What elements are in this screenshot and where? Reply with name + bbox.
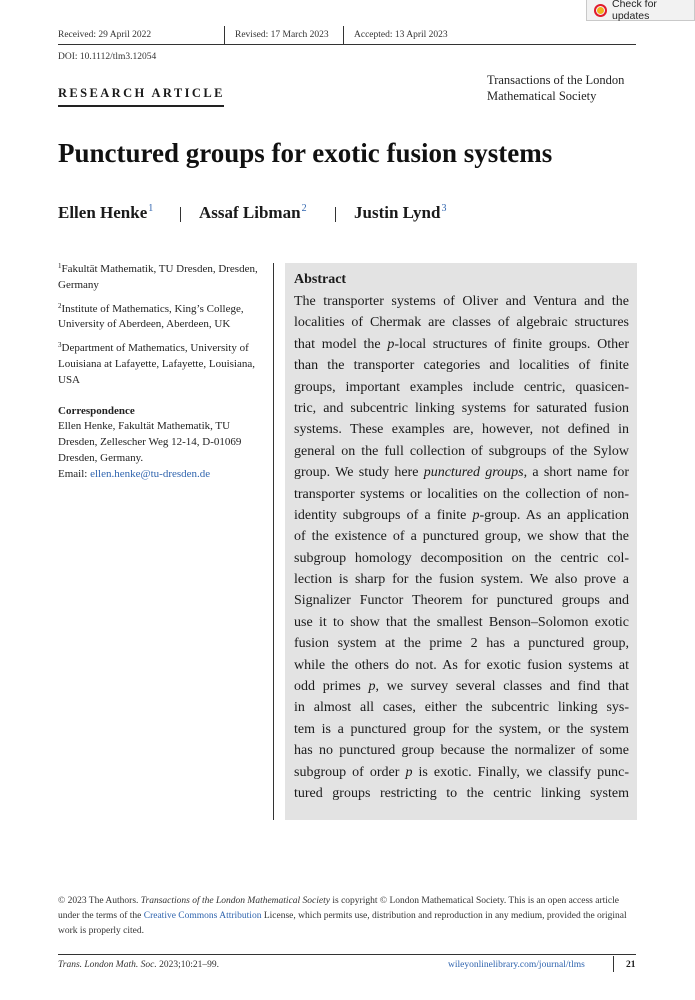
affiliation-text: Fakultät Mathematik, TU Dresden, Dresden, Germany — [58, 263, 258, 291]
abstract-box — [285, 263, 637, 820]
abstract-line: than the transporter categories and localities of finite — [294, 358, 629, 374]
footer-rule — [58, 954, 636, 955]
abstract-line: use it to show that the smallest Benson–Solomon exotic — [294, 614, 629, 630]
abstract-line: odd primes p, we survey several classes and find that — [294, 679, 629, 695]
header-rule — [58, 44, 636, 45]
affiliation-text: Department of Mathematics, University of Louisiana at Lafayette, Lafayette, Louisiana, USA — [58, 342, 255, 386]
check-for-updates-button[interactable] — [586, 0, 695, 21]
author-name: Justin Lynd — [354, 203, 441, 222]
abstract-line: tem is a punctured group for the system, or the system — [294, 721, 629, 737]
footer-journal-abbrev: Trans. London Math. Soc. — [58, 960, 157, 970]
abstract-line: subgroup of order p is exotic. Finally, we classify punc- — [294, 764, 629, 780]
article-type-underline — [58, 105, 224, 107]
abstract-line: that model the p-local structures of finite groups. Other — [294, 336, 629, 352]
license-text: is copyright © London Mathematical Society. This is an open access article under the terms of the — [58, 896, 619, 921]
license-link[interactable]: Creative Commons Attribution — [143, 911, 262, 921]
dates-line — [58, 26, 636, 45]
received-date: Received: 29 April 2022 — [58, 30, 152, 40]
author-divider — [335, 207, 336, 222]
abstract-line: transporter systems or localities on the collection of non- — [294, 486, 629, 502]
dates-divider — [343, 26, 344, 44]
correspondence-line: Dresden, Germany. — [58, 451, 144, 464]
abstract-line: systems. These examples are, however, not defined in — [294, 422, 629, 438]
author — [354, 203, 446, 223]
affiliation-number: 3 — [58, 341, 62, 350]
journal-name-line: Transactions of the London — [487, 73, 625, 87]
page-number: 21 — [626, 960, 636, 970]
author — [58, 203, 153, 223]
affiliation-number: 1 — [58, 262, 62, 270]
abstract-line: of the existence of a punctured group, we show that the — [294, 529, 629, 545]
affiliation-link[interactable]: 2 — [301, 203, 307, 214]
article-type: RESEARCH ARTICLE — [58, 86, 225, 100]
abstract-line: Signalizer Functor Theorem for punctured groups and — [294, 593, 629, 609]
correspondence-email — [58, 467, 268, 483]
abstract-line: tured groups restricting to the centric linking system — [294, 785, 629, 801]
check-updates-icon — [594, 4, 607, 17]
abstract-line: tric, and subcentric linking systems for saturated fusion — [294, 400, 629, 416]
license-text: License, which permits use, distribution and reproduction in any medium, provided the original work is properly cited. — [58, 911, 627, 936]
author-name: Ellen Henke — [58, 203, 148, 222]
abstract-line: general on the full collection of subgroups of the Sylow — [294, 443, 629, 459]
affiliation-text: Institute of Mathematics, King’s College, University of Aberdeen, Aberdeen, UK — [58, 302, 244, 331]
affiliation-link[interactable]: 3 — [441, 203, 447, 214]
license-journal: Transactions of the London Mathematical Society — [140, 896, 330, 906]
footer-journal-link[interactable]: wileyonlinelibrary.com/journal/tlms — [448, 960, 585, 970]
correspondence-heading: Correspondence — [58, 404, 135, 417]
abstract-line: identity subgroups of a finite p-group. As an application — [294, 507, 629, 523]
journal-name — [487, 72, 624, 104]
footer-divider — [613, 956, 614, 972]
author — [199, 203, 307, 223]
affiliations-column — [58, 259, 268, 483]
email-link[interactable]: ellen.henke@tu-dresden.de — [90, 467, 211, 480]
abstract-line: group. We study here punctured groups, a short name for — [294, 465, 629, 481]
paper-title: Punctured groups for exotic fusion systems — [58, 138, 553, 168]
affiliation — [58, 338, 268, 388]
footer-volume: 2023;10:21–99. — [156, 960, 219, 970]
abstract-heading: Abstract — [294, 272, 347, 287]
accepted-date: Accepted: 13 April 2023 — [354, 30, 448, 40]
author-divider — [180, 207, 181, 222]
abstract-line: The transporter systems of Oliver and Ventura and the — [294, 294, 629, 309]
revised-date: Revised: 17 March 2023 — [235, 30, 329, 40]
email-label: Email: — [58, 467, 91, 480]
correspondence-line: Ellen Henke, Fakultät Mathematik, TU — [58, 420, 231, 433]
abstract-line: subgroup homology decomposition on the centric col- — [294, 550, 629, 566]
abstract-line: has no punctured group because the normalizer of some — [294, 743, 629, 759]
affiliation-number: 2 — [58, 301, 62, 310]
column-divider — [273, 263, 274, 820]
author-name: Assaf Libman — [199, 203, 301, 222]
license-notice — [58, 894, 638, 939]
doi: DOI: 10.1112/tlm3.12054 — [58, 52, 157, 62]
abstract-line: lection is sharp for the fusion system. We also prove a — [294, 572, 629, 588]
abstract-line: in almost all cases, either the subcentric linking sys- — [294, 700, 629, 716]
abstract-line: while the others do not. As for exotic fusion systems at — [294, 657, 629, 673]
abstract-line: groups, important examples include centric, quasicen- — [294, 379, 629, 395]
abstract-line: localities of Chermak are classes of algebraic structures — [294, 315, 629, 331]
license-text: © 2023 The Authors. — [58, 896, 141, 906]
footer-citation — [58, 960, 219, 970]
abstract-line: fusion system at the prime 2 has a punctured group, — [294, 636, 629, 652]
correspondence-line: Dresden, Zellescher Weg 12-14, D-01069 — [58, 436, 242, 449]
affiliation — [58, 259, 268, 294]
affiliation — [58, 299, 268, 334]
journal-name-line: Mathematical Society — [487, 89, 597, 103]
dates-divider — [224, 26, 225, 44]
check-for-updates-label: Check for updates — [612, 0, 657, 22]
affiliation-link[interactable]: 1 — [148, 203, 154, 214]
